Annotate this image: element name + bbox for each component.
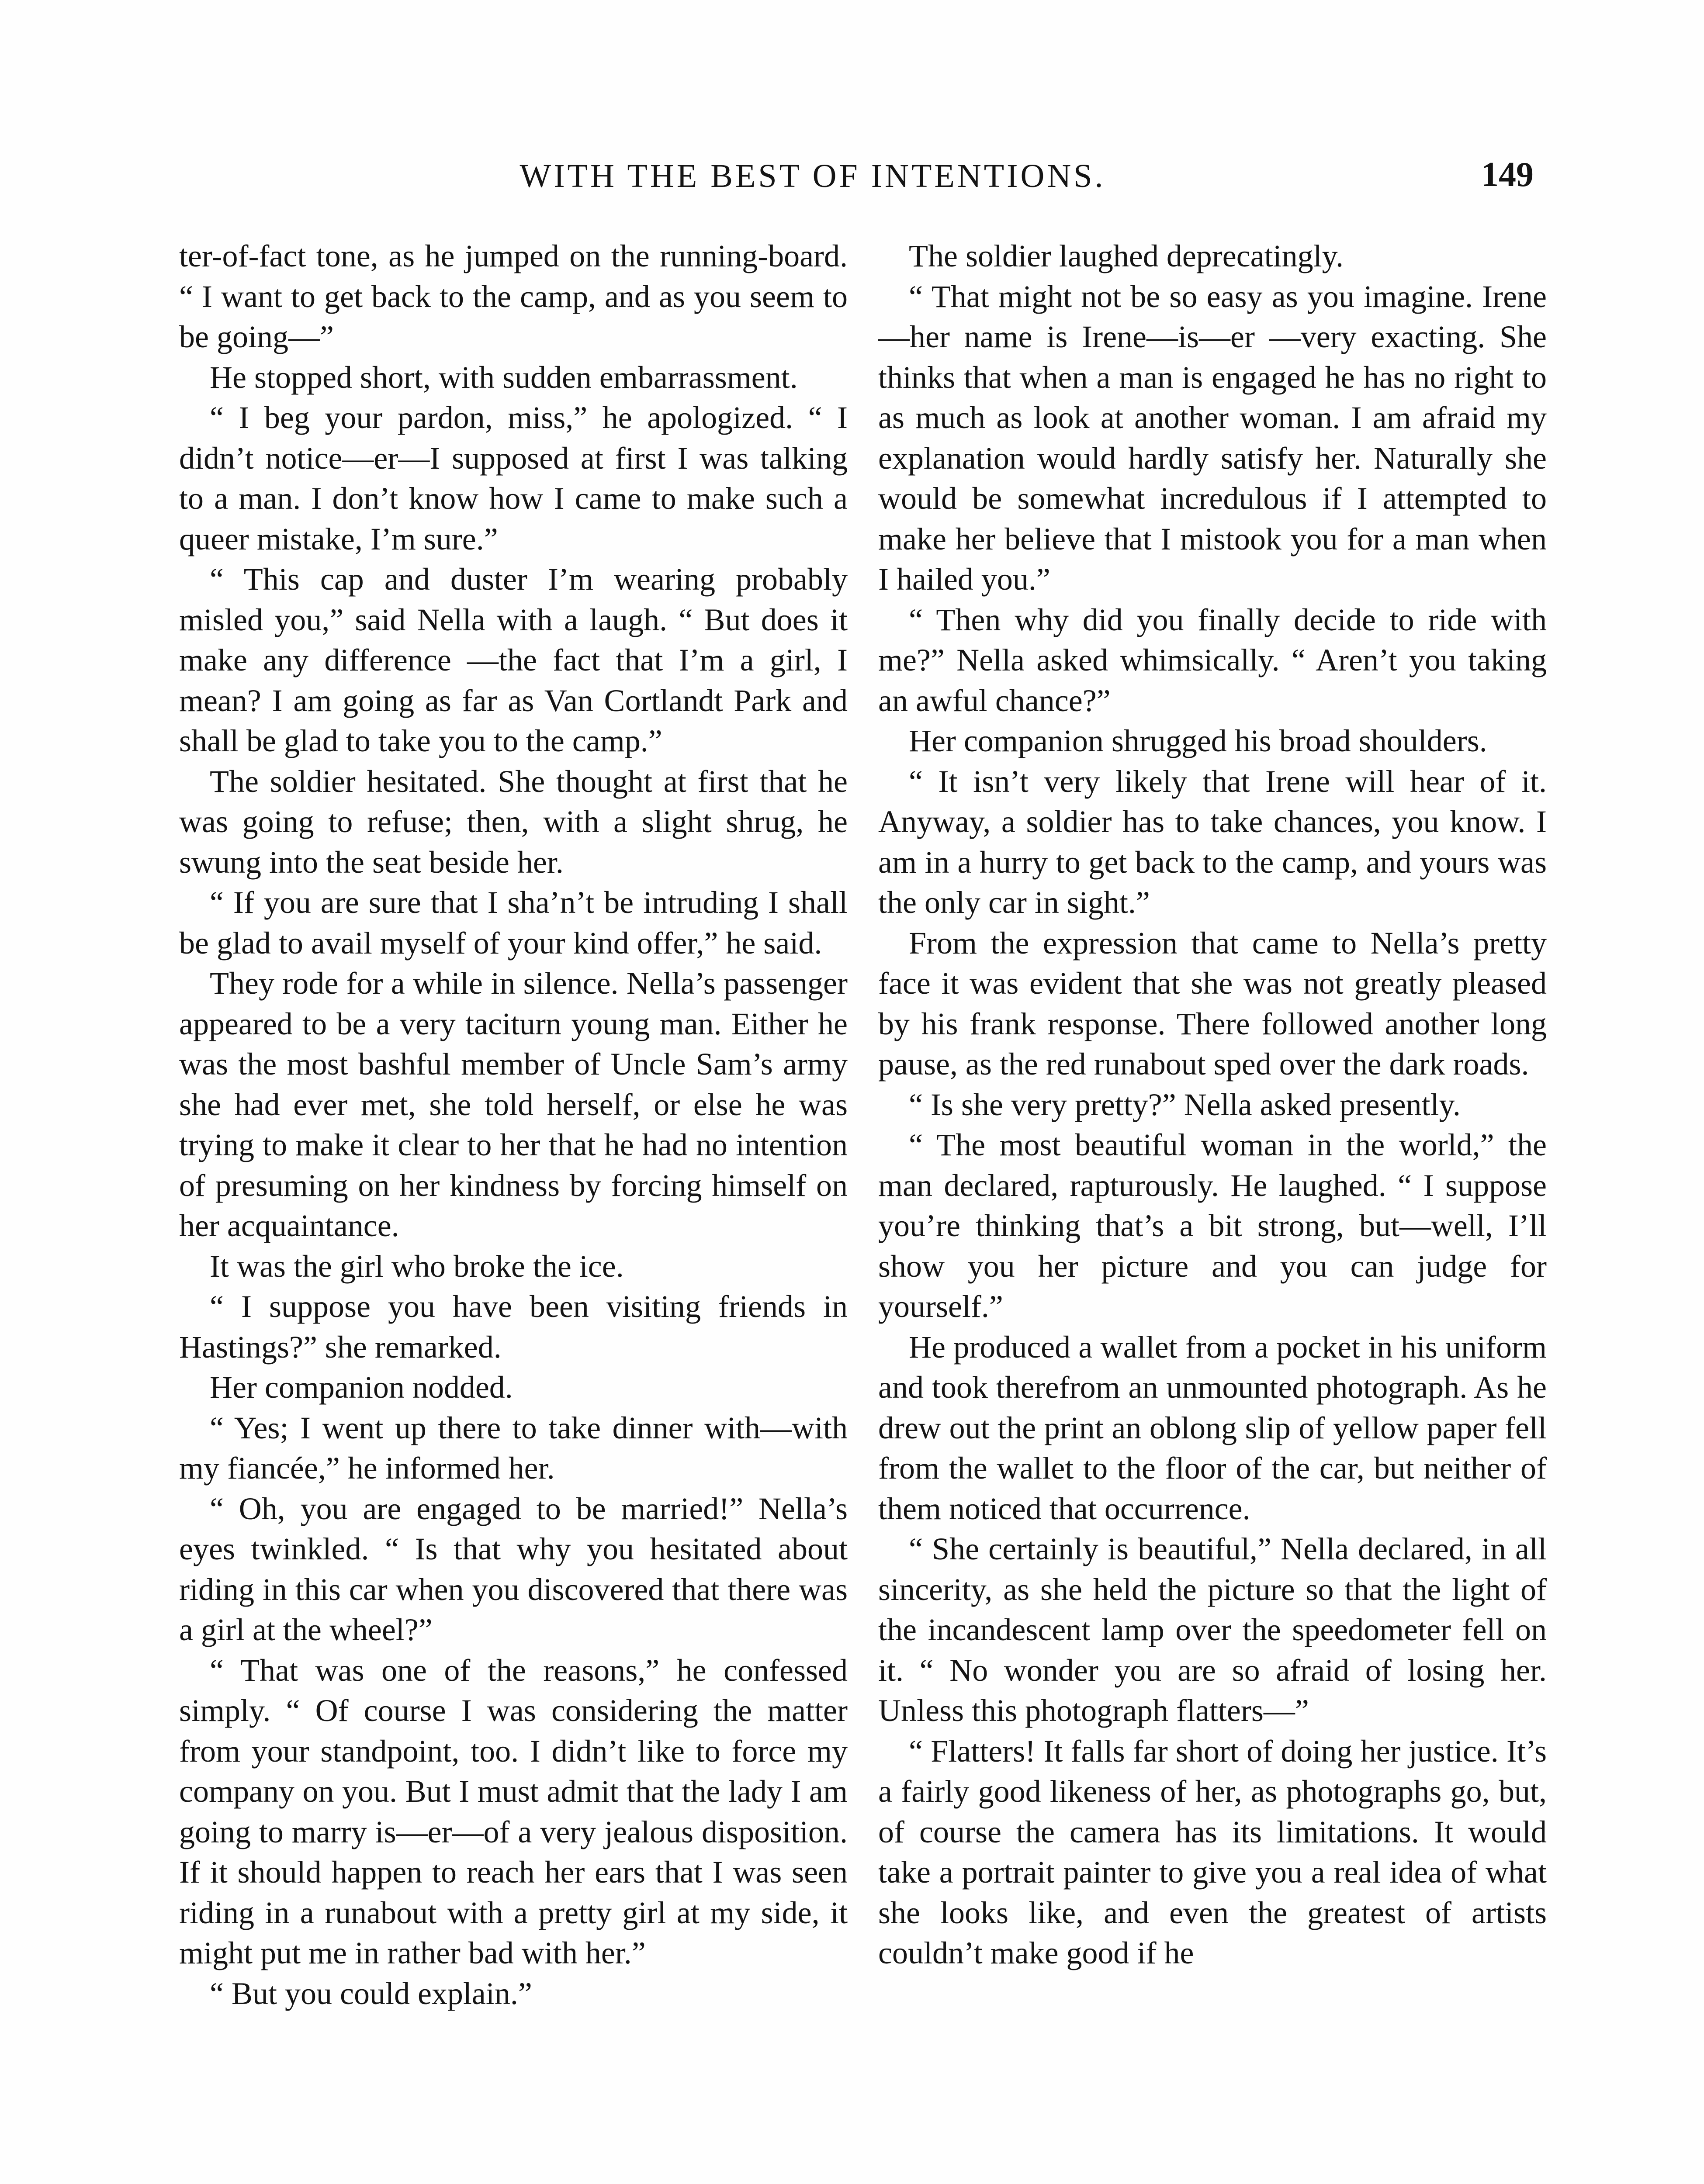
paragraph: “ The most beautiful woman in the world,” the man declared, rapturously. He laughed. “ I suppose you’re thinking that’s a bit strong, but—well, I’ll show you her picture and you can judge for yourself.” (878, 1127, 1547, 1324)
paragraph: It was the girl who broke the ice. (210, 1248, 624, 1284)
paragraph: “ Flatters! It falls far short of doing her justice. It’s a fairly good likeness of her, as photographs go, but, of course the camera has its limitations. It would take a portrait painter to give you a real idea of what she looks like, and even the greatest of artists couldn’t make good if he (878, 1733, 1547, 1970)
paragraph: He stopped short, with sudden embarrassment. (210, 359, 798, 395)
right-column (878, 236, 1547, 1973)
running-title: WITH THE BEST OF INTENTIONS. (520, 158, 1106, 194)
paragraph: They rode for a while in silence. Nella’s passenger appeared to be a very taciturn young man. Either he was the most bashful member of Uncle Sam’s army she had ever met, she told herself, or else he was trying to make it clear to her that he had no intention of presuming on her kindness by forcing himself on her acquaintance. (179, 966, 848, 1243)
paragraph: He produced a wallet from a pocket in his uniform and took therefrom an unmounted photograph. As he drew out the print an oblong slip of yellow paper fell from the wallet to the floor of the car, but neither of them noticed that occurrence. (878, 1329, 1547, 1526)
paragraph: The soldier laughed deprecatingly. (909, 238, 1344, 273)
paragraph: “ I suppose you have been visiting friends in Hastings?” she remarked. (179, 1289, 848, 1365)
paragraph: “ Then why did you finally decide to ride with me?” Nella asked whimsically. “ Aren’t you taking an awful chance?” (878, 602, 1547, 718)
paragraph: Her companion shrugged his broad shoulders. (909, 723, 1487, 758)
paragraph: “ She certainly is beautiful,” Nella declared, in all sincerity, as she held the picture so that the light of the incandescent lamp over the speedometer fell on it. “ No wonder you are so afraid of losing her. Unless this photograph flatters—” (878, 1531, 1547, 1728)
paragraph: “ But you could explain.” (210, 1976, 532, 2011)
paragraph: “ Is she very pretty?” Nella asked presently. (909, 1087, 1461, 1122)
paragraph: From the expression that came to Nella’s pretty face it was evident that she was not greatly pleased by his frank response. There followed another long pause, as the red runabout sped over the dark roads. (878, 925, 1547, 1082)
paragraph: “ That might not be so easy as you imagine. Irene—her name is Irene—is—er —very exacting. She thinks that when a man is engaged he has no right to as much as look at another woman. I am afraid my explanation would hardly satisfy her. Naturally she would be somewhat incredulous if I attempted to make her believe that I mistook you for a man when I hailed you.” (878, 279, 1547, 597)
paragraph: “ It isn’t very likely that Irene will hear of it. Anyway, a soldier has to take chances, you know. I am in a hurry to get back to the camp, and yours was the only car in sight.” (878, 764, 1547, 920)
paragraph: “ That was one of the reasons,” he confessed simply. “ Of course I was considering the matter from your standpoint, too. I didn’t like to force my company on you. But I must admit that the lady I am going to marry is—er—of a very jealous disposition. If it should happen to reach her ears that I was seen riding in a runabout with a pretty girl at my side, it might put me in rather bad with her.” (179, 1652, 848, 1970)
paragraph: ter-of-fact tone, as he jumped on the running-board. “ I want to get back to the camp, and as you seem to be going—” (179, 238, 848, 354)
page-number: 149 (1481, 156, 1534, 194)
paragraph: “ I beg your pardon, miss,” he apologized. “ I didn’t notice—er—I supposed at first I was talking to a man. I don’t know how I came to make such a queer mistake, I’m sure.” (179, 400, 848, 556)
left-column (179, 236, 848, 2014)
paragraph: “ Oh, you are engaged to be married!” Nella’s eyes twinkled. “ Is that why you hesitated about riding in this car when you discovered that there was a girl at the wheel?” (179, 1491, 848, 1647)
paragraph: “ If you are sure that I sha’n’t be intruding I shall be glad to avail myself of your kind offer,” he said. (179, 885, 848, 961)
paragraph: “ This cap and duster I’m wearing probably misled you,” said Nella with a laugh. “ But does it make any difference —the fact that I’m a girl, I mean? I am going as far as Van Cortlandt Park and shall be glad to take you to the camp.” (179, 562, 848, 758)
paragraph: Her companion nodded. (210, 1370, 513, 1405)
paragraph: “ Yes; I went up there to take dinner with—with my fiancée,” he informed her. (179, 1410, 848, 1486)
paragraph: The soldier hesitated. She thought at first that he was going to refuse; then, with a slight shrug, he swung into the seat beside her. (179, 764, 848, 880)
